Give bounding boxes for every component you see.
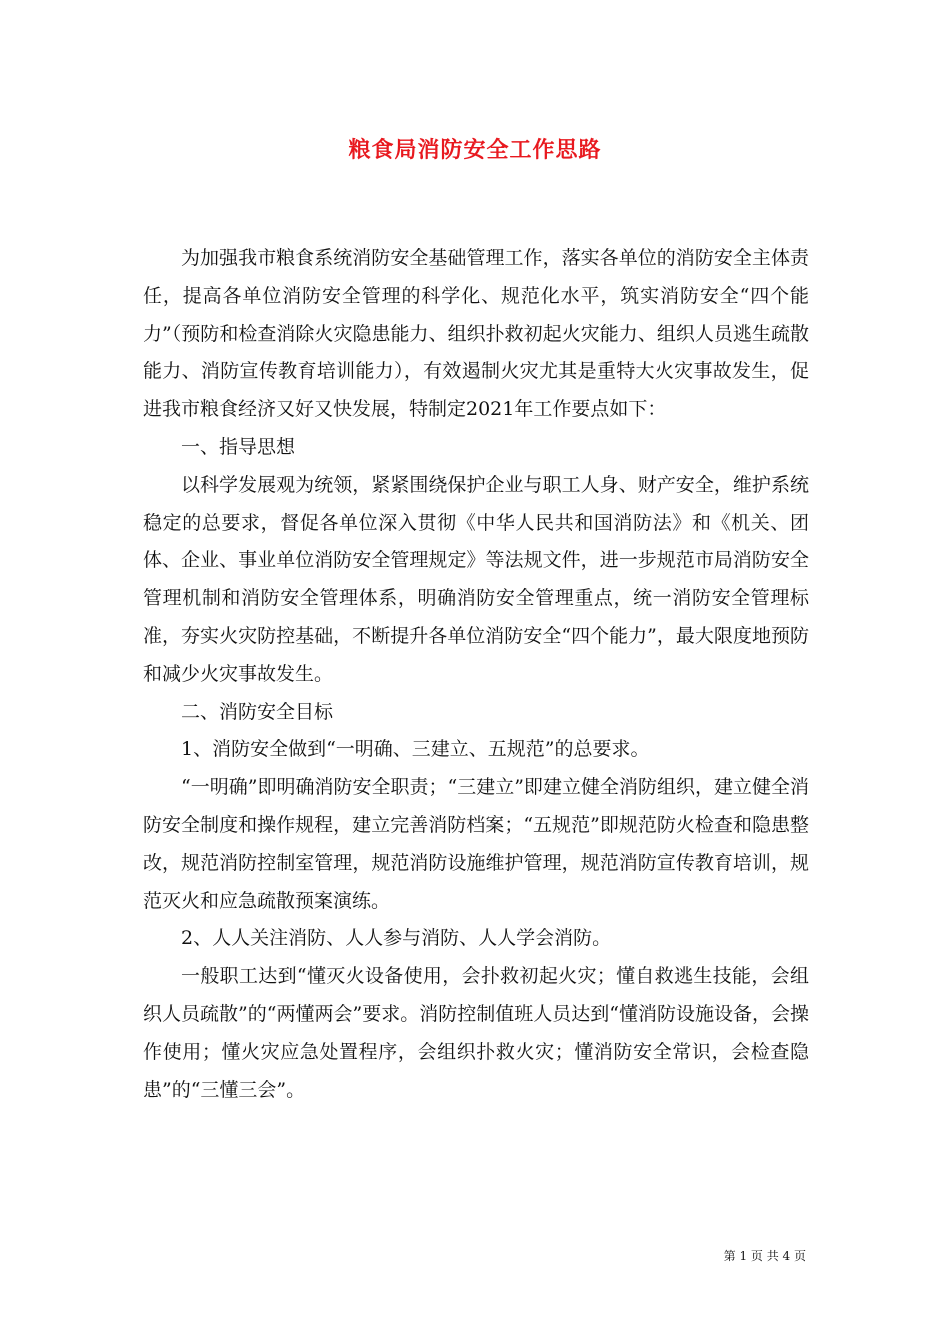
heading-safety-goals: 二、消防安全目标: [181, 700, 334, 723]
paragraph-goal-2-detail: 一般职工达到“懂灭火设备使用，会扑救初起火灾；懂自救逃生技能，会组织人员疏散”的“两懂两会”要求。消防控制值班人员达到“懂消防设施设备，会操作使用；懂火灾应急处置程序，会组织扑救火灾；懂消防安全常识，会检查隐患”的“三懂三会”。: [143, 965, 809, 1101]
document-body: [143, 240, 809, 1109]
paragraph-guiding-ideology: 以科学发展观为统领，紧紧围绕保护企业与职工人身、财产安全，维护系统稳定的总要求，督促各单位深入贯彻《中华人民共和国消防法》和《机关、团体、企业、事业单位消防安全管理规定》等法规文件，进一步规范市局消防安全管理机制和消防安全管理体系，明确消防安全管理重点，统一消防安全管理标准，夯实火灾防控基础，不断提升各单位消防安全“四个能力”，最大限度地预防和减少火灾事故发生。: [143, 473, 809, 685]
heading-guiding-ideology: 一、指导思想: [181, 435, 296, 458]
paragraph-goal-2: 2、人人关注消防、人人参与消防、人人学会消防。: [181, 927, 612, 950]
paragraph-goal-1: 1、消防安全做到“一明确、三建立、五规范”的总要求。: [181, 738, 650, 761]
paragraph-intro: 为加强我市粮食系统消防安全基础管理工作，落实各单位的消防安全主体责任，提高各单位消防安全管理的科学化、规范化水平，筑实消防安全“四个能力”（预防和检查消除火灾隐患能力、组织扑救初起火灾能力、组织人员逃生疏散能力、消防宣传教育培训能力），有效遏制火灾尤其是重特大火灾事故发生，促进我市粮食经济又好又快发展，特制定2021年工作要点如下：: [143, 247, 809, 421]
paragraph-goal-1-detail: “一明确”即明确消防安全职责；“三建立”即建立健全消防组织，建立健全消防安全制度和操作规程，建立完善消防档案；“五规范”即规范防火检查和隐患整改，规范消防控制室管理，规范消防设施维护管理，规范消防宣传教育培训，规范灭火和应急疏散预案演练。: [143, 776, 809, 912]
page-number: 第 1 页 共 4 页: [723, 1249, 806, 1263]
document-title: 粮食局消防安全工作思路: [348, 137, 602, 163]
